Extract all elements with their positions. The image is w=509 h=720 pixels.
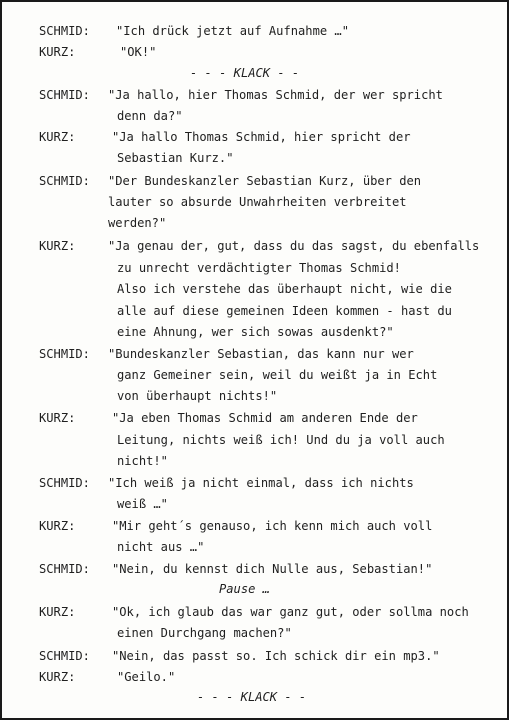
speaker-label: SCHMID: (39, 476, 90, 490)
dialogue-line: Also ich verstehe das überhaupt nicht, wie die (117, 282, 452, 296)
dialogue-line: "Geilo." (117, 670, 176, 684)
dialogue-line: nicht aus …" (117, 540, 205, 554)
dialogue-line: "Ja genau der, gut, dass du das sagst, du ebenfalls (108, 239, 480, 253)
speaker-label: SCHMID: (39, 174, 90, 188)
dialogue-line: weiß …" (117, 497, 168, 511)
stage-direction: Pause … (219, 582, 270, 596)
speaker-label: SCHMID: (39, 562, 90, 576)
dialogue-line: nicht!" (117, 454, 168, 468)
dialogue-line: zu unrecht verdächtigter Thomas Schmid! (117, 261, 401, 275)
dialogue-line: einen Durchgang machen?" (117, 626, 292, 640)
dialogue-line: Sebastian Kurz." (117, 151, 234, 165)
speaker-label: KURZ: (39, 670, 76, 684)
dialogue-line: lauter so absurde Unwahrheiten verbreitet (108, 195, 407, 209)
dialogue-line: "Ja hallo, hier Thomas Schmid, der wer spricht (108, 88, 443, 102)
speaker-label: KURZ: (39, 519, 76, 533)
dialogue-line: denn da?" (117, 109, 183, 123)
dialogue-line: "Ich weiß ja nicht einmal, dass ich nichts (108, 476, 414, 490)
dialogue-line: "OK!" (120, 45, 157, 59)
speaker-label: SCHMID: (39, 649, 90, 663)
dialogue-line: eine Ahnung, wer sich sowas ausdenkt?" (117, 325, 394, 339)
speaker-label: KURZ: (39, 605, 76, 619)
speaker-label: KURZ: (39, 45, 76, 59)
dialogue-line: ganz Gemeiner sein, weil du weißt ja in Echt (117, 368, 438, 382)
dialogue-line: "Der Bundeskanzler Sebastian Kurz, über den (108, 174, 422, 188)
dialogue-line: "Ich drück jetzt auf Aufnahme …" (116, 24, 349, 38)
speaker-label: KURZ: (39, 130, 76, 144)
script-page (2, 2, 507, 718)
dialogue-line: "Mir geht´s genauso, ich kenn mich auch voll (112, 519, 433, 533)
stage-direction: - - - KLACK - - (197, 690, 307, 704)
speaker-label: SCHMID: (39, 88, 90, 102)
dialogue-line: "Nein, das passt so. Ich schick dir ein mp3." (112, 649, 440, 663)
speaker-label: SCHMID: (39, 347, 90, 361)
dialogue-line: "Ok, ich glaub das war ganz gut, oder sollma noch (112, 605, 469, 619)
stage-direction: - - - KLACK - - (190, 66, 300, 80)
speaker-label: KURZ: (39, 239, 76, 253)
dialogue-line: "Bundeskanzler Sebastian, das kann nur wer (108, 347, 414, 361)
speaker-label: KURZ: (39, 411, 76, 425)
speaker-label: SCHMID: (39, 24, 90, 38)
dialogue-line: von überhaupt nichts!" (117, 389, 278, 403)
dialogue-line: alle auf diese gemeinen Ideen kommen - hast du (117, 304, 452, 318)
dialogue-line: werden?" (108, 216, 167, 230)
dialogue-line: "Nein, du kennst dich Nulle aus, Sebastian!" (112, 562, 433, 576)
dialogue-line: "Ja eben Thomas Schmid am anderen Ende der (112, 411, 418, 425)
dialogue-line: "Ja hallo Thomas Schmid, hier spricht der (112, 130, 411, 144)
dialogue-line: Leitung, nichts weiß ich! Und du ja voll auch (117, 433, 445, 447)
